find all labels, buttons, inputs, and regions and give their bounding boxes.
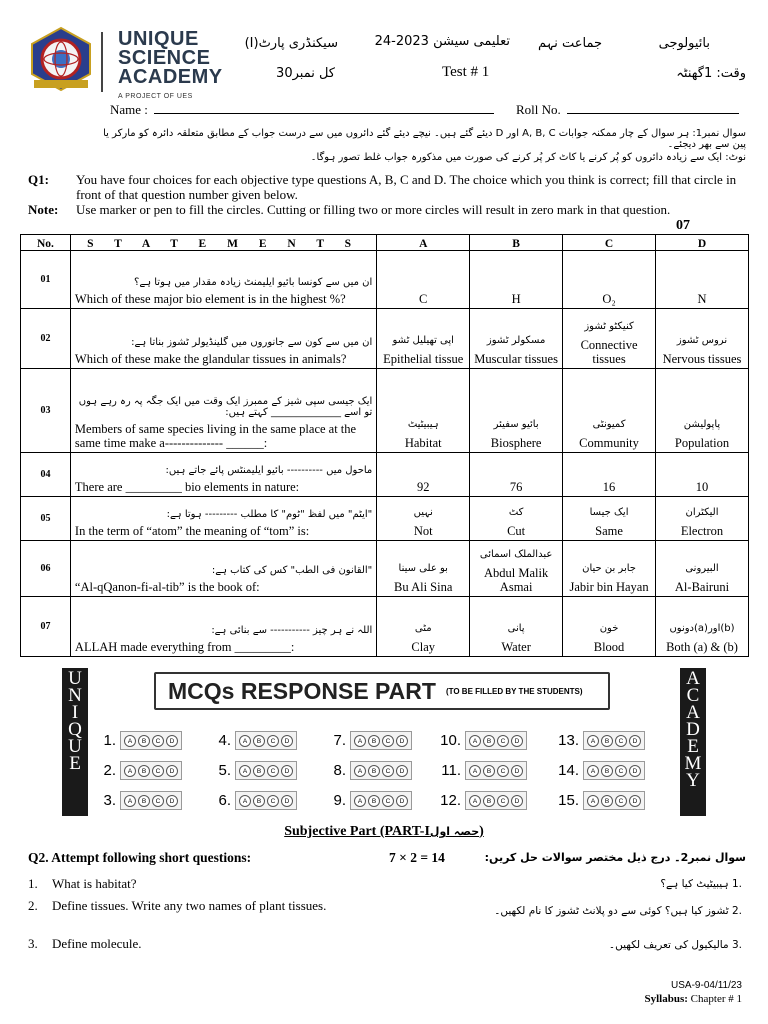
answer-bubble-c[interactable]: C bbox=[152, 735, 164, 747]
part-urdu: سیکنڈری پارٹ(I) bbox=[244, 36, 338, 51]
option-a bbox=[377, 541, 470, 597]
response-question-number: 8. bbox=[333, 762, 346, 779]
answer-bubble-d[interactable]: D bbox=[511, 735, 523, 747]
option-a-urdu: ہیبیٹیٹ bbox=[407, 419, 439, 430]
option-b-english: Water bbox=[501, 640, 531, 654]
statement-english: Which of these major bio element is in the highest %? bbox=[74, 292, 346, 306]
option-b-urdu: بائیو سفیئر bbox=[493, 419, 539, 430]
answer-bubble-c[interactable]: C bbox=[267, 795, 279, 807]
option-b-english: Abdul Malik Asmai bbox=[484, 566, 549, 594]
mcq-response-sheet bbox=[62, 668, 710, 818]
answer-bubble-d[interactable]: D bbox=[166, 765, 178, 777]
option-d bbox=[656, 597, 749, 657]
option-a bbox=[377, 597, 470, 657]
brand-tagline: A PROJECT OF UES bbox=[118, 93, 193, 100]
option-d bbox=[656, 453, 749, 497]
answer-bubble-c[interactable]: C bbox=[497, 765, 509, 777]
response-question-number: 12. bbox=[440, 792, 461, 809]
header-b: B bbox=[470, 235, 563, 251]
roll-field[interactable] bbox=[516, 102, 739, 118]
table-row bbox=[21, 497, 749, 541]
table-row bbox=[21, 453, 749, 497]
name-label: Name : bbox=[110, 102, 148, 117]
response-question bbox=[439, 761, 527, 780]
answer-bubble-b[interactable]: B bbox=[483, 735, 495, 747]
response-question bbox=[209, 761, 297, 780]
response-question bbox=[209, 791, 297, 810]
answer-bubble-b[interactable]: B bbox=[253, 765, 265, 777]
bubble-group bbox=[235, 731, 297, 750]
option-a-english: Clay bbox=[411, 640, 436, 654]
response-question-number: 3. bbox=[103, 792, 116, 809]
answer-bubble-d[interactable]: D bbox=[166, 795, 178, 807]
answer-bubble-c[interactable]: C bbox=[382, 795, 394, 807]
statement-urdu: "ایٹم" میں لفظ "ٹوم" کا مطلب --------- ہوتا ہے: bbox=[166, 509, 373, 520]
statement bbox=[70, 369, 376, 453]
header-a: A bbox=[377, 235, 470, 251]
roll-blank[interactable] bbox=[567, 102, 739, 114]
response-subtitle: (TO BE FILLED BY THE STUDENTS) bbox=[445, 686, 583, 696]
vertical-word-academy bbox=[680, 668, 706, 816]
option-d-english: Al-Bairuni bbox=[674, 580, 730, 594]
answer-bubble-d[interactable]: D bbox=[629, 765, 641, 777]
vertical-letter: A bbox=[686, 702, 700, 723]
brand-line-2: SCIENCE bbox=[118, 47, 211, 69]
answer-bubble-b[interactable]: B bbox=[138, 795, 150, 807]
option-b bbox=[470, 597, 563, 657]
response-question-number: 7. bbox=[333, 732, 346, 749]
statement bbox=[70, 309, 376, 369]
bubble-group bbox=[120, 731, 182, 750]
q1-instruction bbox=[28, 172, 746, 217]
response-question-number: 1. bbox=[103, 732, 116, 749]
vertical-letter: Y bbox=[686, 770, 700, 791]
bubble-group bbox=[350, 731, 412, 750]
response-question-number: 10. bbox=[440, 732, 461, 749]
response-question-number: 6. bbox=[218, 792, 231, 809]
answer-bubble-b[interactable]: B bbox=[253, 795, 265, 807]
test-number: Test # 1 bbox=[442, 64, 490, 80]
bubble-group bbox=[465, 761, 527, 780]
option-c-urdu: کمیونٹی bbox=[592, 419, 626, 430]
answer-bubble-c[interactable]: C bbox=[497, 795, 509, 807]
option-c-urdu: خون bbox=[599, 623, 619, 634]
statement bbox=[70, 497, 376, 541]
statement bbox=[70, 453, 376, 497]
short-question-1-urdu: .1 ہیبیٹیٹ کیا ہے؟ bbox=[660, 878, 742, 890]
option-a-urdu: اپی تھیلیل ٹشو bbox=[392, 335, 454, 346]
table-row bbox=[21, 597, 749, 657]
brand-block bbox=[118, 30, 223, 106]
option-c-english: Same bbox=[595, 524, 623, 538]
answer-bubble-c[interactable]: C bbox=[615, 765, 627, 777]
statement bbox=[70, 541, 376, 597]
answer-bubble-d[interactable]: D bbox=[396, 735, 408, 747]
response-question bbox=[557, 761, 645, 780]
option-b-urdu: کٹ bbox=[508, 507, 524, 518]
bubble-group bbox=[120, 761, 182, 780]
option-c bbox=[563, 369, 656, 453]
question-number: 04 bbox=[21, 453, 71, 497]
vertical-letter: Q bbox=[68, 719, 82, 740]
table-row bbox=[21, 541, 749, 597]
option-d-urdu: دونوں(a)اور(b) bbox=[669, 623, 735, 634]
option-a bbox=[377, 497, 470, 541]
response-question bbox=[324, 761, 412, 780]
answer-bubble-b[interactable]: B bbox=[601, 795, 613, 807]
vertical-word-unique bbox=[62, 668, 88, 816]
bubble-group bbox=[583, 731, 645, 750]
name-field[interactable] bbox=[110, 102, 494, 118]
question-number: 02 bbox=[21, 309, 71, 369]
statement-english: In the term of “atom” the meaning of “tom” is: bbox=[74, 524, 310, 538]
paper-code: USA-9-04/11/23 bbox=[671, 980, 742, 991]
answer-bubble-c[interactable]: C bbox=[382, 765, 394, 777]
question-number: 06 bbox=[21, 541, 71, 597]
option-a-urdu: بو علی سینا bbox=[398, 563, 448, 574]
answer-bubble-a[interactable]: A bbox=[124, 735, 136, 747]
answer-bubble-a[interactable]: A bbox=[469, 795, 481, 807]
statement-urdu: ایک جیسی سپی شیز کے ممبرز ایک وقت میں ایک جگہ پہ رہ رہے ہوں تو اسے ______________ کہتے ہیں: bbox=[78, 396, 373, 418]
answer-bubble-b[interactable]: B bbox=[138, 735, 150, 747]
note-urdu-instruction: نوٹ: ایک سے زیادہ دائروں کو پُر کرنے یا کاٹ کر پُر کرنے کی صورت میں مذکورہ جواب غلط تصور ہوگا۔ bbox=[310, 152, 746, 163]
option-d bbox=[656, 369, 749, 453]
header-no: No. bbox=[21, 235, 71, 251]
option-c bbox=[563, 597, 656, 657]
session-urdu: تعلیمی سیشن 2023-24 bbox=[374, 34, 510, 49]
option-c-english: Connective tissues bbox=[580, 338, 638, 366]
header-statements: S T A T E M E N T S bbox=[70, 235, 376, 251]
header-c: C bbox=[563, 235, 656, 251]
answer-bubble-a[interactable]: A bbox=[354, 795, 366, 807]
response-question bbox=[94, 791, 182, 810]
option-b bbox=[470, 309, 563, 369]
answer-bubble-a[interactable]: A bbox=[239, 765, 251, 777]
table-row bbox=[21, 251, 749, 309]
option-c bbox=[563, 541, 656, 597]
statement-english: There are _________ bio elements in nature: bbox=[74, 480, 300, 494]
option-c-english: Jabir bin Hayan bbox=[569, 580, 649, 594]
answer-bubble-c[interactable]: C bbox=[382, 735, 394, 747]
option-c bbox=[563, 497, 656, 541]
option-c-urdu: کنیکٹو ٹشوز bbox=[584, 321, 634, 332]
option-a-english: C bbox=[419, 292, 428, 306]
answer-bubble-b[interactable]: B bbox=[138, 765, 150, 777]
option-d-english: Electron bbox=[680, 524, 724, 538]
vertical-letter: A bbox=[686, 668, 700, 689]
answer-bubble-a[interactable]: A bbox=[239, 735, 251, 747]
answer-bubble-d[interactable]: D bbox=[511, 795, 523, 807]
option-c-urdu: ایک جیسا bbox=[589, 507, 629, 518]
response-question bbox=[439, 791, 527, 810]
answer-bubble-c[interactable]: C bbox=[615, 735, 627, 747]
option-b-english: 76 bbox=[509, 480, 523, 494]
answer-bubble-c[interactable]: C bbox=[267, 735, 279, 747]
vertical-letter: I bbox=[71, 702, 79, 723]
short-question-3: 3. Define molecule. bbox=[28, 936, 142, 951]
vertical-letter: M bbox=[684, 753, 702, 774]
response-question-number: 13. bbox=[558, 732, 579, 749]
statement-urdu: اللہ نے ہر چیز ----------- سے بنائی ہے: bbox=[211, 625, 373, 636]
short-question-3-urdu: .3 مالیکیول کی تعریف لکھیں۔ bbox=[608, 939, 742, 951]
statement-urdu: ماحول میں ---------- بائیو ایلیمنٹس پائے جاتے ہیں: bbox=[165, 465, 373, 476]
short-question-2: 2. Define tissues. Write any two names of plant tissues. bbox=[28, 898, 327, 913]
answer-bubble-b[interactable]: B bbox=[368, 795, 380, 807]
statement-urdu: ان میں سے کونسا بائیو ایلیمنٹ زیادہ مقدار میں ہوتا ہے؟ bbox=[134, 277, 373, 288]
short-question-2-urdu: .2 ٹشوز کیا ہیں؟ کوئی سے دو پلانٹ ٹشوز کا نام لکھیں۔ bbox=[494, 905, 742, 917]
option-a bbox=[377, 453, 470, 497]
answer-bubble-d[interactable]: D bbox=[629, 795, 641, 807]
answer-bubble-b[interactable]: B bbox=[601, 735, 613, 747]
option-a bbox=[377, 369, 470, 453]
short-question-1: 1. What is habitat? bbox=[28, 876, 137, 891]
answer-bubble-a[interactable]: A bbox=[124, 795, 136, 807]
statement bbox=[70, 597, 376, 657]
brand-line-1: UNIQUE bbox=[118, 28, 199, 50]
answer-bubble-b[interactable]: B bbox=[368, 765, 380, 777]
response-question bbox=[557, 791, 645, 810]
q2-heading: Q2. Attempt following short questions: bbox=[28, 850, 252, 865]
bubble-group bbox=[235, 761, 297, 780]
subject-urdu: بائیولوجی bbox=[658, 36, 710, 51]
statement-english: Which of these make the glandular tissues in animals? bbox=[74, 352, 347, 366]
statement-english: ALLAH made everything from _________: bbox=[74, 640, 295, 654]
note-label: Note: bbox=[28, 202, 59, 217]
option-c-english: Community bbox=[579, 436, 639, 450]
response-question-number: 15. bbox=[558, 792, 579, 809]
option-c-urdu: جابر بن حیان bbox=[582, 563, 636, 574]
total-marks-urdu: کل نمبر30 bbox=[276, 66, 335, 81]
option-d bbox=[656, 251, 749, 309]
q2-heading-urdu: سوال نمبر2۔ درج ذیل مختصر سوالات حل کریں: bbox=[484, 851, 746, 864]
answer-bubble-a[interactable]: A bbox=[469, 735, 481, 747]
option-b bbox=[470, 541, 563, 597]
option-c-english: 16 bbox=[602, 480, 616, 494]
answer-bubble-d[interactable]: D bbox=[396, 795, 408, 807]
answer-bubble-d[interactable]: D bbox=[511, 765, 523, 777]
vertical-letter: D bbox=[686, 719, 700, 740]
option-b-urdu: عبدالملک اسمائی bbox=[479, 549, 553, 560]
response-question bbox=[94, 761, 182, 780]
vertical-letter: N bbox=[68, 685, 82, 706]
option-a-english: Not bbox=[413, 524, 433, 538]
answer-bubble-b[interactable]: B bbox=[601, 765, 613, 777]
answer-bubble-a[interactable]: A bbox=[587, 765, 599, 777]
q1-text: You have four choices for each objective type questions A, B, C and D. The choice which you think is correct; fill that circle in front of that question number given below. bbox=[76, 172, 737, 202]
note-text: Use marker or pen to fill the circles. Cutting or filling two or more circles will result in zero mark in that question. bbox=[76, 202, 671, 217]
option-d-english: Population bbox=[674, 436, 730, 450]
class-urdu: جماعت نہم bbox=[537, 36, 602, 51]
answer-bubble-b[interactable]: B bbox=[483, 765, 495, 777]
bubble-group bbox=[350, 761, 412, 780]
option-b bbox=[470, 251, 563, 309]
option-a-urdu: نہیں bbox=[413, 507, 433, 518]
subjective-title: Subjective Part (PART-Iحصہ اول) bbox=[284, 824, 484, 839]
option-a bbox=[377, 309, 470, 369]
option-b-urdu: مسکولر ٹشوز bbox=[486, 335, 546, 346]
answer-bubble-c[interactable]: C bbox=[267, 765, 279, 777]
question-number: 01 bbox=[21, 251, 71, 309]
response-title-box bbox=[154, 672, 610, 710]
option-b-english: Muscular tissues bbox=[474, 352, 558, 366]
option-b-english: Cut bbox=[507, 524, 526, 538]
option-c-english: O₂ bbox=[602, 292, 616, 306]
option-d-english: Both (a) & (b) bbox=[666, 640, 738, 654]
answer-bubble-b[interactable]: B bbox=[368, 735, 380, 747]
answer-bubble-a[interactable]: A bbox=[587, 735, 599, 747]
q1-urdu-instruction: سوال نمبر1: ہر سوال کے چار ممکنہ جوابات A, B, C اور D دیئے گئے ہیں۔ نیچے دیئے گئے دائروں میں سے درست جواب کے مطابق متعلقہ دائرہ کو مارکر یا پین سے بھر دیجئے۔ bbox=[103, 128, 746, 150]
header-d: D bbox=[656, 235, 749, 251]
option-c-english: Blood bbox=[593, 640, 625, 654]
response-title: MCQs RESPONSE PART bbox=[168, 677, 436, 704]
time-urdu: وقت: 1گھنٹہ bbox=[676, 66, 746, 81]
answer-bubble-c[interactable]: C bbox=[497, 735, 509, 747]
bubble-group bbox=[350, 791, 412, 810]
answer-bubble-d[interactable]: D bbox=[166, 735, 178, 747]
response-question bbox=[209, 731, 297, 750]
statement-english: “Al-qQanon-fi-al-tib” is the book of: bbox=[74, 580, 260, 594]
question-number: 05 bbox=[21, 497, 71, 541]
answer-bubble-a[interactable]: A bbox=[354, 765, 366, 777]
response-question-number: 9. bbox=[333, 792, 346, 809]
q2-marks: 7 × 2 = 14 bbox=[389, 850, 445, 865]
option-c bbox=[563, 309, 656, 369]
response-question bbox=[324, 791, 412, 810]
vertical-letter: E bbox=[69, 753, 81, 774]
vertical-letter: U bbox=[68, 668, 82, 689]
answer-bubble-a[interactable]: A bbox=[354, 735, 366, 747]
answer-bubble-d[interactable]: D bbox=[281, 735, 293, 747]
option-a-english: Habitat bbox=[404, 436, 442, 450]
answer-bubble-c[interactable]: C bbox=[615, 795, 627, 807]
response-question bbox=[324, 731, 412, 750]
response-question-number: 11. bbox=[441, 762, 461, 779]
table-row bbox=[21, 369, 749, 453]
option-b bbox=[470, 453, 563, 497]
mcq-marks: 07 bbox=[676, 218, 690, 233]
table-row bbox=[21, 309, 749, 369]
response-question bbox=[557, 731, 645, 750]
question-number: 07 bbox=[21, 597, 71, 657]
vertical-letter: E bbox=[687, 736, 699, 757]
option-a-english: Epithelial tissue bbox=[383, 352, 464, 366]
bubble-group bbox=[583, 761, 645, 780]
answer-bubble-d[interactable]: D bbox=[281, 765, 293, 777]
roll-label: Roll No. bbox=[516, 102, 561, 117]
option-a bbox=[377, 251, 470, 309]
option-c bbox=[563, 453, 656, 497]
question-number: 03 bbox=[21, 369, 71, 453]
statement-urdu: "القانون فی الطب" کس کی کتاب ہے: bbox=[211, 565, 373, 576]
mcq-table bbox=[20, 234, 749, 657]
option-b-english: H bbox=[511, 292, 521, 306]
bubble-group bbox=[465, 791, 527, 810]
option-d-english: N bbox=[697, 292, 707, 306]
option-b bbox=[470, 497, 563, 541]
response-question-number: 5. bbox=[218, 762, 231, 779]
option-d-urdu: پاپولیشن bbox=[683, 419, 721, 430]
response-question-number: 4. bbox=[218, 732, 231, 749]
option-b bbox=[470, 369, 563, 453]
header-divider bbox=[101, 32, 103, 92]
bubble-group bbox=[235, 791, 297, 810]
answer-bubble-a[interactable]: A bbox=[469, 765, 481, 777]
table-header-row bbox=[21, 235, 749, 251]
vertical-letter: U bbox=[68, 736, 82, 757]
brand-line-3: ACADEMY bbox=[118, 66, 223, 88]
option-b-urdu: پانی bbox=[507, 623, 525, 634]
vertical-letter: C bbox=[686, 685, 700, 706]
option-d-english: 10 bbox=[695, 480, 709, 494]
syllabus: Syllabus: Chapter # 1 bbox=[644, 993, 742, 1005]
subjective-title-urdu: حصہ اول bbox=[429, 825, 480, 838]
option-d-urdu: الیکٹران bbox=[685, 507, 719, 518]
answer-bubble-d[interactable]: D bbox=[629, 735, 641, 747]
option-d bbox=[656, 309, 749, 369]
option-b-english: Biosphere bbox=[490, 436, 542, 450]
answer-bubble-b[interactable]: B bbox=[253, 735, 265, 747]
answer-bubble-a[interactable]: A bbox=[239, 795, 251, 807]
option-d bbox=[656, 541, 749, 597]
bubble-group bbox=[583, 791, 645, 810]
subjective-title-text: Subjective Part (PART-I bbox=[284, 824, 430, 839]
bubble-group bbox=[465, 731, 527, 750]
option-d-urdu: نروس ٹشوز bbox=[676, 335, 728, 346]
option-d-urdu: البیرونی bbox=[685, 563, 719, 574]
option-d bbox=[656, 497, 749, 541]
name-blank[interactable] bbox=[154, 102, 494, 114]
statement-english: Members of same species living in the same place at the same time make a-------------- ______: bbox=[74, 422, 357, 450]
answer-bubble-a[interactable]: A bbox=[587, 795, 599, 807]
answer-bubble-c[interactable]: C bbox=[152, 765, 164, 777]
response-question-number: 14. bbox=[558, 762, 579, 779]
response-question bbox=[439, 731, 527, 750]
option-a-urdu: مٹی bbox=[414, 623, 432, 634]
statement bbox=[70, 251, 376, 309]
academy-logo bbox=[28, 26, 94, 92]
response-question-number: 2. bbox=[103, 762, 116, 779]
answer-bubble-d[interactable]: D bbox=[396, 765, 408, 777]
option-a-english: Bu Ali Sina bbox=[394, 580, 453, 594]
response-question bbox=[94, 731, 182, 750]
option-a-english: 92 bbox=[416, 480, 430, 494]
bubble-group bbox=[120, 791, 182, 810]
q1-label: Q1: bbox=[28, 172, 49, 187]
option-c bbox=[563, 251, 656, 309]
answer-bubble-c[interactable]: C bbox=[152, 795, 164, 807]
answer-bubble-a[interactable]: A bbox=[124, 765, 136, 777]
answer-bubble-d[interactable]: D bbox=[281, 795, 293, 807]
option-d-english: Nervous tissues bbox=[662, 352, 742, 366]
statement-urdu: ان میں سے کون سے جانوروں میں گلینڈیولر ٹشوز بناتا ہے: bbox=[131, 337, 373, 348]
answer-bubble-b[interactable]: B bbox=[483, 795, 495, 807]
